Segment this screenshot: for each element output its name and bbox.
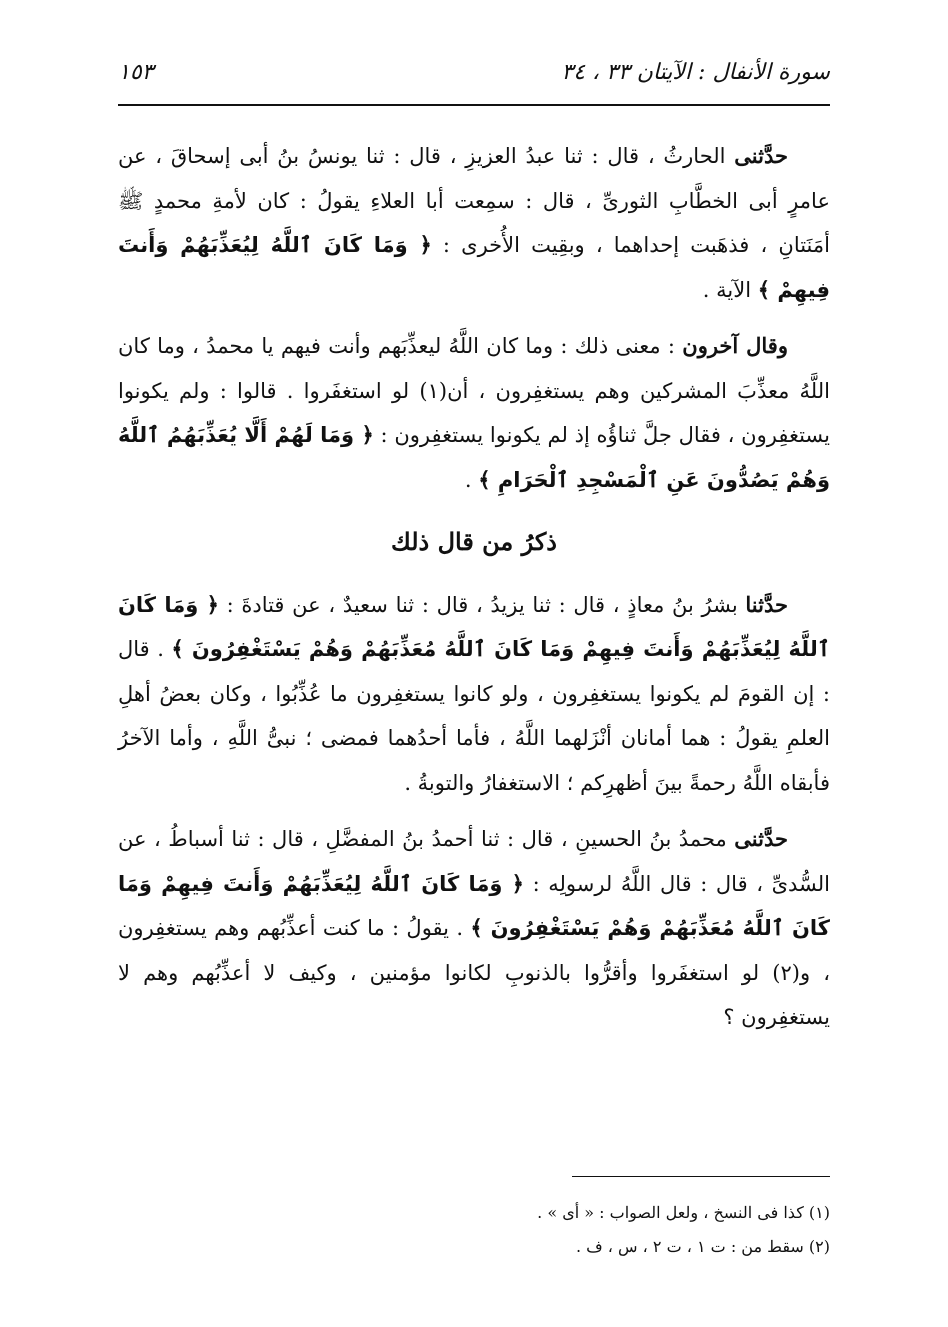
page-number: ١٥٣ <box>118 59 154 85</box>
paragraph-tail: . <box>464 467 472 492</box>
paragraph-lead: حدَّثنا <box>745 591 788 617</box>
paragraph-tail: . قال : إن القومَ لم يكونوا يستغفِرون ، ولو كانوا يستغفِرون ما عُذِّبُوا ، وكان بعضُ أهلِ العلمِ يقولُ : هما أمانان أنْزَلهما اللَّهُ ، فأما أحدُهما فمضى ؛ نبىُّ اللَّهِ ، وأما الآخرُ فأبقاه اللَّهُ رحمةً بينَ أظهرِكم ؛ الاستغفارُ والتوبةُ . <box>118 637 830 795</box>
paragraph <box>118 583 830 806</box>
paragraph-text: : معنى ذلك : وما كان اللَّهُ ليعذِّبَهم وأنت فيهم يا محمدُ ، وما كان اللَّهُ معذِّبَ المشركين وهم يستغفِرون ، أن(١) لو استغفَروا . قالوا : ولم يكونوا يستغفِرون ، فقال جلَّ ثناؤُه إذ لم يكونوا يستغفِرون : <box>118 334 831 447</box>
section-heading: ذكرُ من قال ذلك <box>391 527 557 556</box>
quran-quote: ﴿ وَمَا كَانَ ٱللَّهُ لِيُعَذِّبَهُمْ وَأَنتَ فِيهِمْ وَمَا كَانَ ٱللَّهُ مُعَذِّبَهُمْ وَهُمْ يَسْتَغْفِرُونَ ﴾ <box>118 871 830 940</box>
footnote: (١) كذا فى النسخ ، ولعل الصواب : « أى » . <box>537 1203 830 1222</box>
paragraph-tail: الآية . <box>702 277 752 302</box>
main-text <box>118 134 830 1052</box>
header-rule <box>118 104 830 106</box>
running-title: سورة الأنفال : الآيتان ٣٣ ، ٣٤ <box>561 59 830 85</box>
quran-quote: ﴿ وَمَا كَانَ ٱللَّهُ لِيُعَذِّبَهُمْ وَأَنتَ فِيهِمْ وَمَا كَانَ ٱللَّهُ مُعَذِّبَهُمْ وَهُمْ يَسْتَغْفِرُونَ ﴾ <box>118 592 831 661</box>
paragraph-tail: . يقولُ : ما كنت أعذِّبُهم وهم يستغفِرون ، و(٢) لو استغفَروا وأقرُّوا بالذنوبِ لكانوا مؤمنين ، وكيف لا أعذِّبُهم وهم لا يستغفِرون ؟ <box>118 916 830 1029</box>
paragraph-text: بشرُ بنُ معاذٍ ، قال : ثنا يزيدُ ، قال : ثنا سعيدٌ ، عن قتادةَ : <box>226 592 738 617</box>
paragraph-text: محمدُ بنُ الحسينِ ، قال : ثنا أحمدُ بنُ المفضَّلِ ، قال : ثنا أسباطُ ، عن السُّدىِّ ، قال : قال اللَّهُ لرسولِه : <box>118 827 830 896</box>
footnote-rule <box>572 1176 830 1177</box>
footnote: (٢) سقط من : ت ١ ، ت ٢ ، س ، ف . <box>575 1237 830 1256</box>
paragraph-lead: حدَّثنى <box>734 143 788 168</box>
quran-quote: ﴿ وَمَا لَهُمْ أَلَّا يُعَذِّبَهُمُ ٱللَّهُ وَهُمْ يَصُدُّونَ عَنِ ٱلْمَسْجِدِ ٱلْحَرَامِ ﴾ <box>118 423 830 492</box>
paragraph-lead: حدَّثنى <box>734 826 788 851</box>
footnotes <box>118 1196 830 1264</box>
paragraph <box>118 817 830 1040</box>
paragraph-lead: وقال آخرون <box>682 333 788 358</box>
paragraph <box>118 134 830 312</box>
paragraph <box>118 324 830 502</box>
quran-quote: ﴿ وَمَا كَانَ ٱللَّهُ لِيُعَذِّبَهُمْ وَأَنتَ فِيهِمْ ﴾ <box>118 233 830 302</box>
paragraph-text: الحارثُ ، قال : ثنا عبدُ العزيزِ ، قال : ثنا يونسُ بنُ أبى إسحاقَ ، عن عامرٍ أبى الخطَّابِ الثورىِّ ، قال : سمِعت أبا العلاءِ يقولُ : كان لأمةِ محمدٍ ﷺ أمَنَتانِ ، فذهَبت إحداهما ، وبقِيت الأُخرى : <box>118 144 830 257</box>
running-head <box>118 52 830 92</box>
